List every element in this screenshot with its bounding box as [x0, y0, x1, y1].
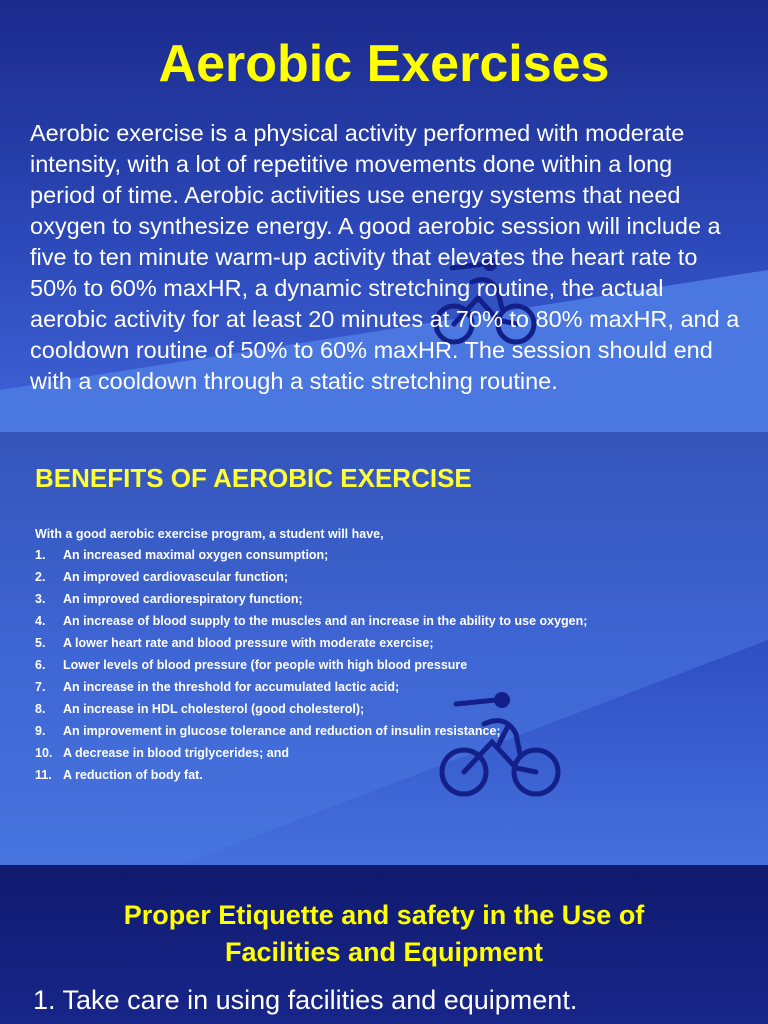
aerobic-definition-paragraph: Aerobic exercise is a physical activity performed with moderate intensity, with a lot of repetitive movements done within a long period of time. Aerobic activities use energy systems that need oxygen to synthesize energy. A good aerobic session will include a five to ten minute warm-up activity that elevates the heart rate to 50% to 60% maxHR, a dynamic stretching routine, the actual aerobic activity for at least 20 minutes at 70% to 80% maxHR, and a cooldown routine of 50% to 60% maxHR. The session should end with a cooldown through a static stretching routine.: [30, 120, 740, 394]
list-item: 11. A reduction of body fat.: [35, 768, 203, 782]
slide-title: Aerobic Exercises: [158, 35, 610, 93]
list-item: 1. An increased maximal oxygen consumption;: [35, 548, 329, 562]
benefits-intro: With a good aerobic exercise program, a student will have,: [35, 527, 384, 541]
list-item: 3. An improved cardiorespiratory function;: [35, 592, 303, 606]
slide-aerobic-exercises: [0, 0, 768, 432]
list-item: 4. An increase of blood supply to the muscles and an increase in the ability to use oxygen;: [35, 614, 588, 628]
slide-etiquette: [0, 865, 768, 1024]
etiquette-heading-line2: Facilities and Equipment: [224, 937, 544, 967]
list-item: 7. An increase in the threshold for accumulated lactic acid;: [35, 680, 400, 694]
etiquette-heading-line1: Proper Etiquette and safety in the Use of: [123, 900, 645, 930]
etiquette-item: 1. Take care in using facilities and equipment.: [33, 985, 578, 1015]
list-item: 2. An improved cardiovascular function;: [35, 570, 289, 584]
list-item: 10. A decrease in blood triglycerides; and: [35, 746, 289, 760]
list-item: 6. Lower levels of blood pressure (for people with high blood pressure: [35, 658, 468, 672]
etiquette-heading: [0, 897, 768, 971]
list-item: 5. A lower heart rate and blood pressure with moderate exercise;: [35, 636, 434, 650]
benefits-heading: BENEFITS OF AEROBIC EXERCISE: [35, 463, 472, 493]
slide-benefits: [0, 432, 768, 865]
benefits-list: [35, 544, 735, 786]
list-item: 8. An increase in HDL cholesterol (good cholesterol);: [35, 702, 365, 716]
list-item: 9. An improvement in glucose tolerance and reduction of insulin resistance;: [35, 724, 501, 738]
